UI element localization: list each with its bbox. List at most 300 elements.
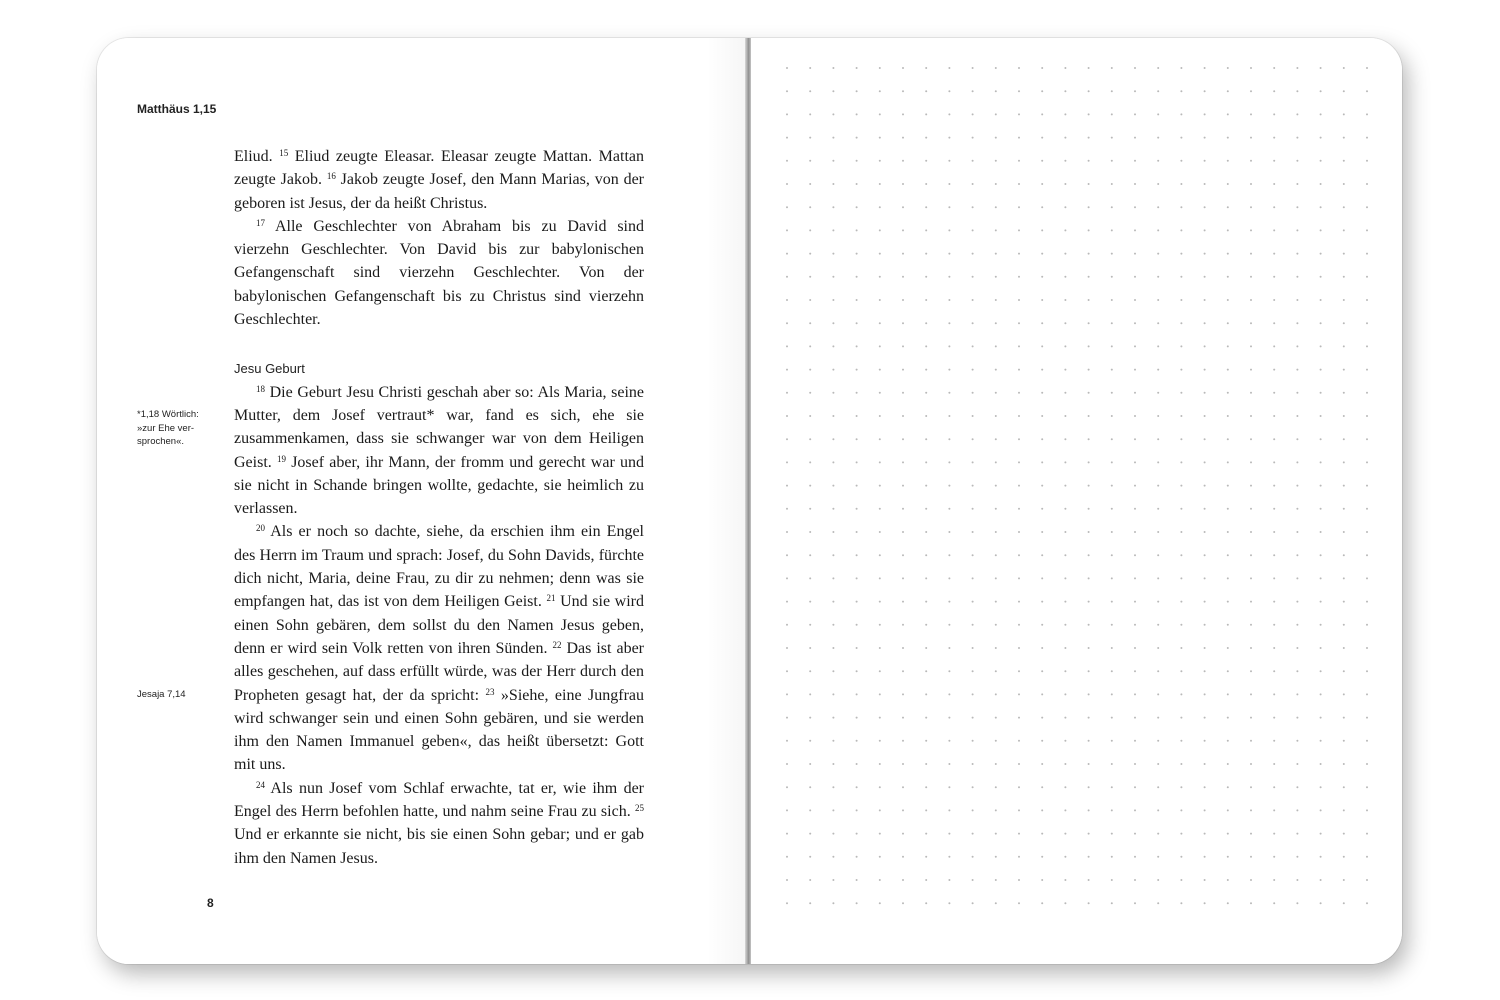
grid-dot xyxy=(1273,786,1275,788)
grid-dot xyxy=(856,113,858,115)
grid-dot xyxy=(995,624,997,626)
grid-dot xyxy=(832,206,834,208)
grid-dot xyxy=(1227,253,1229,255)
paragraph xyxy=(234,520,644,776)
grid-dot xyxy=(1180,693,1182,695)
grid-dot xyxy=(879,508,881,510)
grid-dot xyxy=(1250,763,1252,765)
grid-dot xyxy=(1041,369,1043,371)
grid-dot xyxy=(902,856,904,858)
grid-dot xyxy=(902,438,904,440)
grid-dot xyxy=(1250,647,1252,649)
grid-dot xyxy=(1064,369,1066,371)
grid-dot xyxy=(1273,554,1275,556)
grid-dot xyxy=(1111,438,1113,440)
grid-dot xyxy=(902,786,904,788)
grid-dot xyxy=(1320,113,1322,115)
grid-dot xyxy=(1111,577,1113,579)
grid-dot xyxy=(948,67,950,69)
grid-dot xyxy=(809,531,811,533)
grid-dot xyxy=(1180,647,1182,649)
grid-dot xyxy=(1320,833,1322,835)
grid-dot xyxy=(948,485,950,487)
grid-dot xyxy=(1180,740,1182,742)
grid-dot xyxy=(1296,833,1298,835)
grid-dot xyxy=(1227,670,1229,672)
grid-dot xyxy=(1041,276,1043,278)
grid-dot xyxy=(1064,577,1066,579)
grid-dot xyxy=(1250,229,1252,231)
grid-dot xyxy=(972,206,974,208)
grid-dot xyxy=(1041,624,1043,626)
grid-dot xyxy=(902,392,904,394)
grid-dot xyxy=(832,461,834,463)
grid-dot xyxy=(1320,508,1322,510)
grid-dot xyxy=(1296,415,1298,417)
grid-dot xyxy=(1041,763,1043,765)
verse-number: 24 xyxy=(256,779,265,790)
grid-dot xyxy=(1296,531,1298,533)
grid-dot xyxy=(879,113,881,115)
grid-dot xyxy=(1111,113,1113,115)
grid-dot xyxy=(1018,67,1020,69)
grid-dot xyxy=(1273,392,1275,394)
grid-dot xyxy=(1064,856,1066,858)
grid-dot xyxy=(809,461,811,463)
grid-dot xyxy=(1064,229,1066,231)
grid-dot xyxy=(1273,276,1275,278)
grid-dot xyxy=(879,67,881,69)
grid-dot xyxy=(972,369,974,371)
grid-dot xyxy=(786,183,788,185)
grid-dot xyxy=(902,137,904,139)
grid-dot xyxy=(1134,160,1136,162)
grid-dot xyxy=(856,577,858,579)
grid-dot xyxy=(1273,717,1275,719)
grid-dot xyxy=(1296,763,1298,765)
grid-dot xyxy=(1204,90,1206,92)
grid-dot xyxy=(1320,740,1322,742)
section-heading: Jesu Geburt xyxy=(234,361,305,377)
grid-dot xyxy=(1157,740,1159,742)
grid-dot xyxy=(1227,67,1229,69)
grid-dot xyxy=(1018,879,1020,881)
grid-dot xyxy=(1064,415,1066,417)
grid-dot xyxy=(1111,299,1113,301)
grid-dot xyxy=(1343,369,1345,371)
grid-dot xyxy=(1204,206,1206,208)
grid-dot xyxy=(1111,253,1113,255)
verse-number: 18 xyxy=(256,383,265,394)
grid-dot xyxy=(856,369,858,371)
grid-dot xyxy=(856,531,858,533)
grid-dot xyxy=(879,90,881,92)
grid-dot xyxy=(995,786,997,788)
grid-dot xyxy=(972,137,974,139)
grid-dot xyxy=(832,253,834,255)
grid-dot xyxy=(809,438,811,440)
grid-dot xyxy=(1273,322,1275,324)
grid-dot xyxy=(1366,577,1368,579)
grid-dot xyxy=(1343,554,1345,556)
grid-dot xyxy=(1227,137,1229,139)
grid-dot xyxy=(1273,740,1275,742)
grid-dot xyxy=(948,183,950,185)
grid-dot xyxy=(809,693,811,695)
grid-dot xyxy=(856,740,858,742)
grid-dot xyxy=(1111,693,1113,695)
grid-dot xyxy=(809,740,811,742)
grid-dot xyxy=(1320,183,1322,185)
grid-dot xyxy=(1296,601,1298,603)
grid-dot xyxy=(1157,508,1159,510)
grid-dot xyxy=(1250,531,1252,533)
grid-dot xyxy=(1157,137,1159,139)
grid-dot xyxy=(832,902,834,904)
grid-dot xyxy=(1041,554,1043,556)
grid-dot xyxy=(1180,276,1182,278)
grid-dot xyxy=(1134,229,1136,231)
grid-dot xyxy=(809,879,811,881)
grid-dot xyxy=(1018,693,1020,695)
grid-dot xyxy=(1157,856,1159,858)
grid-dot xyxy=(856,206,858,208)
grid-dot xyxy=(832,693,834,695)
grid-dot xyxy=(1157,763,1159,765)
grid-dot xyxy=(1018,253,1020,255)
grid-dot xyxy=(832,577,834,579)
grid-dot xyxy=(902,253,904,255)
grid-dot xyxy=(879,879,881,881)
grid-dot xyxy=(809,253,811,255)
grid-dot xyxy=(972,740,974,742)
grid-dot xyxy=(786,461,788,463)
grid-dot xyxy=(902,345,904,347)
grid-dot xyxy=(1273,369,1275,371)
grid-dot xyxy=(1250,160,1252,162)
grid-dot xyxy=(995,531,997,533)
grid-dot xyxy=(1018,392,1020,394)
grid-dot xyxy=(856,601,858,603)
grid-dot xyxy=(1180,137,1182,139)
grid-dot xyxy=(1134,879,1136,881)
grid-dot xyxy=(1041,415,1043,417)
dot-grid xyxy=(751,38,1402,964)
grid-dot xyxy=(902,740,904,742)
grid-dot xyxy=(832,438,834,440)
grid-dot xyxy=(1343,647,1345,649)
grid-dot xyxy=(1134,577,1136,579)
grid-dot xyxy=(786,809,788,811)
grid-dot xyxy=(948,461,950,463)
grid-dot xyxy=(972,322,974,324)
grid-dot xyxy=(995,833,997,835)
grid-dot xyxy=(832,392,834,394)
grid-dot xyxy=(1134,253,1136,255)
grid-dot xyxy=(1111,717,1113,719)
grid-dot xyxy=(1320,345,1322,347)
grid-dot xyxy=(879,670,881,672)
grid-dot xyxy=(809,485,811,487)
grid-dot xyxy=(1180,508,1182,510)
grid-dot xyxy=(1111,624,1113,626)
grid-dot xyxy=(902,369,904,371)
grid-dot xyxy=(1204,299,1206,301)
grid-dot xyxy=(1227,809,1229,811)
grid-dot xyxy=(856,183,858,185)
grid-dot xyxy=(856,809,858,811)
paragraph xyxy=(234,777,644,870)
grid-dot xyxy=(1273,879,1275,881)
grid-dot xyxy=(1366,253,1368,255)
grid-dot xyxy=(902,299,904,301)
grid-dot xyxy=(995,554,997,556)
verse-text: Alle Geschlechter von Abraham bis zu David sind vierzehn Geschlechter. Von David bis zur babylonischen Gefangenschaft sind vierzehn Geschlechter. Von der babylonischen Gefangenschaft bis zu Christus sind vierzehn Geschlechter. xyxy=(234,217,644,329)
verse-text: Als nun Josef vom Schlaf erwachte, tat er, wie ihm der Engel des Herrn befohlen hatte, und nahm seine Frau zu sich. xyxy=(234,779,644,821)
grid-dot xyxy=(925,229,927,231)
grid-dot xyxy=(1296,902,1298,904)
grid-dot xyxy=(1018,786,1020,788)
grid-dot xyxy=(1180,461,1182,463)
grid-dot xyxy=(1064,160,1066,162)
grid-dot xyxy=(832,809,834,811)
verse-number: 17 xyxy=(256,217,265,228)
grid-dot xyxy=(1273,508,1275,510)
grid-dot xyxy=(948,763,950,765)
grid-dot xyxy=(925,670,927,672)
grid-dot xyxy=(809,322,811,324)
grid-dot xyxy=(1157,322,1159,324)
grid-dot xyxy=(1180,531,1182,533)
grid-dot xyxy=(1227,229,1229,231)
grid-dot xyxy=(902,577,904,579)
verse-text: Das ist aber alles geschehen, auf dass erfüllt würde, was der Herr durch den Propheten gesagt hat, der da spricht: xyxy=(234,639,645,704)
grid-dot xyxy=(1250,206,1252,208)
grid-dot xyxy=(1273,601,1275,603)
grid-dot xyxy=(995,856,997,858)
grid-dot xyxy=(925,833,927,835)
grid-dot xyxy=(1227,717,1229,719)
grid-dot xyxy=(786,879,788,881)
grid-dot xyxy=(1111,160,1113,162)
grid-dot xyxy=(1366,554,1368,556)
grid-dot xyxy=(1018,902,1020,904)
grid-dot xyxy=(1134,276,1136,278)
grid-dot xyxy=(1366,345,1368,347)
grid-dot xyxy=(1227,90,1229,92)
grid-dot xyxy=(1273,90,1275,92)
grid-dot xyxy=(995,670,997,672)
grid-dot xyxy=(925,624,927,626)
grid-dot xyxy=(1134,531,1136,533)
grid-dot xyxy=(786,276,788,278)
grid-dot xyxy=(1041,647,1043,649)
grid-dot xyxy=(948,90,950,92)
grid-dot xyxy=(1157,809,1159,811)
grid-dot xyxy=(1041,902,1043,904)
grid-dot xyxy=(1204,229,1206,231)
grid-dot xyxy=(1018,299,1020,301)
grid-dot xyxy=(1180,879,1182,881)
grid-dot xyxy=(786,369,788,371)
grid-dot xyxy=(1296,253,1298,255)
grid-dot xyxy=(1204,67,1206,69)
grid-dot xyxy=(856,345,858,347)
grid-dot xyxy=(1320,786,1322,788)
grid-dot xyxy=(1018,670,1020,672)
grid-dot xyxy=(832,763,834,765)
grid-dot xyxy=(1064,322,1066,324)
grid-dot xyxy=(1041,856,1043,858)
grid-dot xyxy=(948,438,950,440)
grid-dot xyxy=(1366,693,1368,695)
grid-dot xyxy=(925,786,927,788)
grid-dot xyxy=(972,531,974,533)
grid-dot xyxy=(1320,763,1322,765)
grid-dot xyxy=(948,206,950,208)
grid-dot xyxy=(1088,624,1090,626)
verse-number: 23 xyxy=(485,686,495,697)
grid-dot xyxy=(1343,577,1345,579)
grid-dot xyxy=(1041,577,1043,579)
grid-dot xyxy=(1273,902,1275,904)
grid-dot xyxy=(1088,113,1090,115)
grid-dot xyxy=(1111,461,1113,463)
grid-dot xyxy=(1180,485,1182,487)
grid-dot xyxy=(1088,833,1090,835)
grid-dot xyxy=(1134,369,1136,371)
grid-dot xyxy=(786,438,788,440)
grid-dot xyxy=(1296,322,1298,324)
grid-dot xyxy=(902,763,904,765)
grid-dot xyxy=(1320,299,1322,301)
grid-dot xyxy=(972,717,974,719)
grid-dot xyxy=(1041,461,1043,463)
grid-dot xyxy=(1366,299,1368,301)
grid-dot xyxy=(856,670,858,672)
grid-dot xyxy=(1343,461,1345,463)
grid-dot xyxy=(809,90,811,92)
grid-dot xyxy=(925,253,927,255)
grid-dot xyxy=(856,461,858,463)
grid-dot xyxy=(1180,833,1182,835)
grid-dot xyxy=(832,508,834,510)
grid-dot xyxy=(902,693,904,695)
grid-dot xyxy=(995,229,997,231)
grid-dot xyxy=(1204,554,1206,556)
grid-dot xyxy=(1204,902,1206,904)
grid-dot xyxy=(1296,392,1298,394)
grid-dot xyxy=(1273,415,1275,417)
grid-dot xyxy=(832,113,834,115)
grid-dot xyxy=(902,113,904,115)
grid-dot xyxy=(972,786,974,788)
grid-dot xyxy=(1343,717,1345,719)
grid-dot xyxy=(1204,833,1206,835)
grid-dot xyxy=(1320,438,1322,440)
grid-dot xyxy=(972,693,974,695)
grid-dot xyxy=(1134,902,1136,904)
grid-dot xyxy=(1250,369,1252,371)
running-head: Matthäus 1,15 xyxy=(137,102,217,116)
grid-dot xyxy=(1343,137,1345,139)
grid-dot xyxy=(1204,624,1206,626)
grid-dot xyxy=(925,392,927,394)
grid-dot xyxy=(1134,786,1136,788)
grid-dot xyxy=(1343,531,1345,533)
grid-dot xyxy=(1273,345,1275,347)
grid-dot xyxy=(856,763,858,765)
grid-dot xyxy=(809,856,811,858)
grid-dot xyxy=(1134,601,1136,603)
grid-dot xyxy=(856,786,858,788)
grid-dot xyxy=(1064,879,1066,881)
grid-dot xyxy=(1227,879,1229,881)
grid-dot xyxy=(1134,809,1136,811)
grid-dot xyxy=(925,554,927,556)
grid-dot xyxy=(1134,693,1136,695)
grid-dot xyxy=(1088,531,1090,533)
grid-dot xyxy=(1227,531,1229,533)
grid-dot xyxy=(832,415,834,417)
grid-dot xyxy=(948,902,950,904)
grid-dot xyxy=(1343,438,1345,440)
grid-dot xyxy=(1018,90,1020,92)
grid-dot xyxy=(879,717,881,719)
grid-dot xyxy=(1273,229,1275,231)
grid-dot xyxy=(972,229,974,231)
grid-dot xyxy=(832,369,834,371)
grid-dot xyxy=(1250,833,1252,835)
grid-dot xyxy=(1296,137,1298,139)
grid-dot xyxy=(1343,601,1345,603)
grid-dot xyxy=(832,670,834,672)
grid-dot xyxy=(1088,554,1090,556)
grid-dot xyxy=(832,485,834,487)
grid-dot xyxy=(1227,345,1229,347)
grid-dot xyxy=(809,67,811,69)
grid-dot xyxy=(879,693,881,695)
footnote-margin-note xyxy=(137,408,217,449)
grid-dot xyxy=(1366,508,1368,510)
grid-dot xyxy=(1273,438,1275,440)
grid-dot xyxy=(1227,601,1229,603)
grid-dot xyxy=(1250,137,1252,139)
grid-dot xyxy=(1366,137,1368,139)
grid-dot xyxy=(786,856,788,858)
footnote-line: *1,18 Wörtlich: xyxy=(137,409,199,420)
grid-dot xyxy=(1366,763,1368,765)
grid-dot xyxy=(786,90,788,92)
grid-dot xyxy=(1041,253,1043,255)
grid-dot xyxy=(1250,345,1252,347)
grid-dot xyxy=(995,113,997,115)
grid-dot xyxy=(1343,879,1345,881)
grid-dot xyxy=(1227,183,1229,185)
grid-dot xyxy=(1227,485,1229,487)
grid-dot xyxy=(1157,461,1159,463)
grid-dot xyxy=(1366,833,1368,835)
grid-dot xyxy=(1111,229,1113,231)
grid-dot xyxy=(995,206,997,208)
grid-dot xyxy=(1227,833,1229,835)
grid-dot xyxy=(1018,833,1020,835)
grid-dot xyxy=(1250,90,1252,92)
grid-dot xyxy=(1366,276,1368,278)
grid-dot xyxy=(1041,670,1043,672)
grid-dot xyxy=(809,206,811,208)
grid-dot xyxy=(786,833,788,835)
